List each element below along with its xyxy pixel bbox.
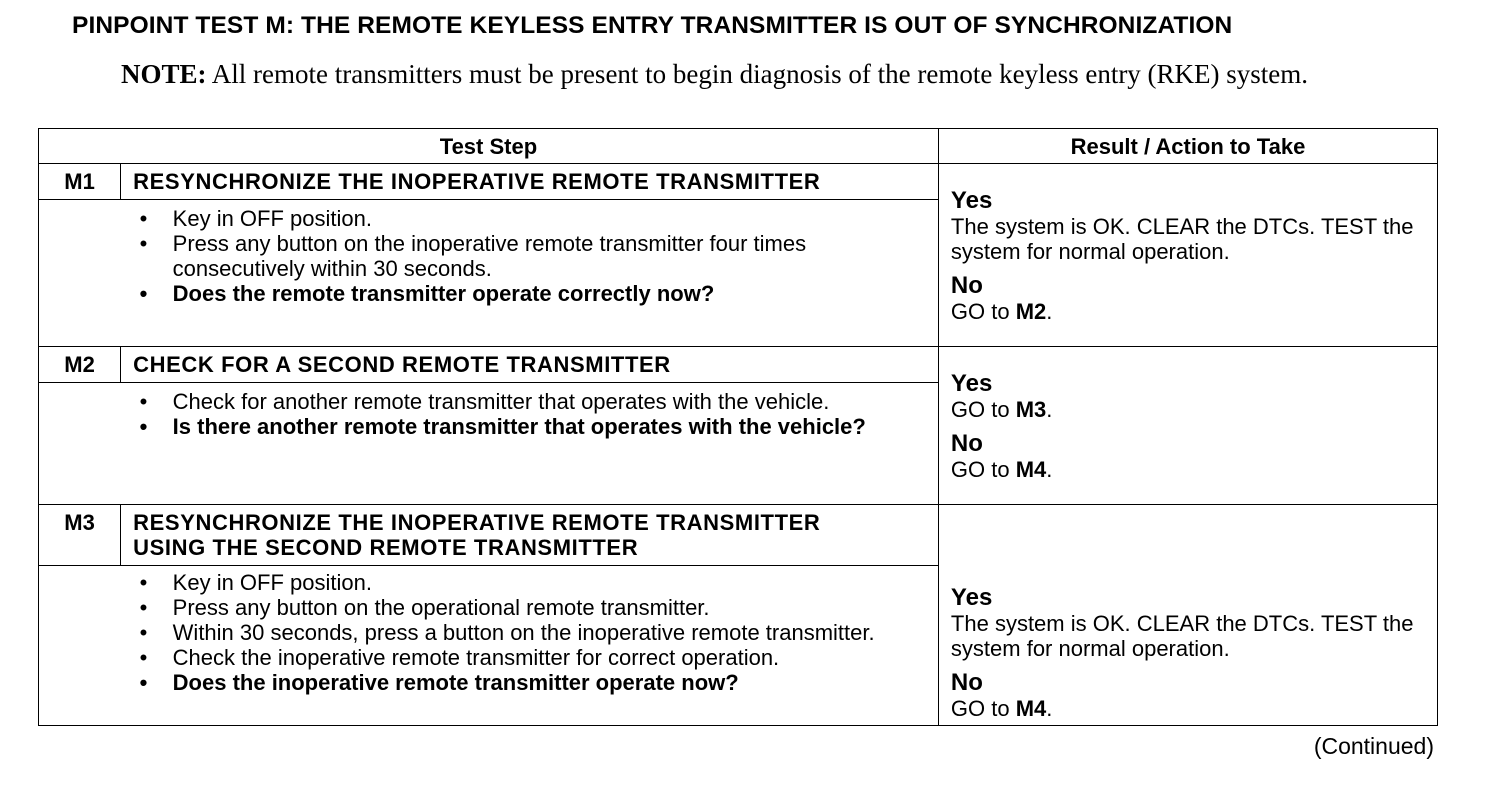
step-m3-id-blank (39, 566, 121, 726)
page-title: PINPOINT TEST M: THE REMOTE KEYLESS ENTRY TRANSMITTER IS OUT OF SYNCHRONIZATION (72, 12, 1233, 39)
step-m1-no-ref: M2 (1015, 298, 1047, 324)
step-m1-no-label: No (950, 271, 983, 299)
step-m1-heading-row (39, 164, 1438, 200)
step-m2-no-label: No (950, 429, 983, 457)
step-m2-yes-text (951, 397, 1425, 422)
list-item: • Check the inoperative remote transmitter for correct operation. (131, 645, 928, 670)
step-m2-bullets (131, 389, 928, 439)
step-m1-heading: RESYNCHRONIZE THE INOPERATIVE REMOTE TRANSMITTER (121, 164, 939, 200)
note-label: NOTE: (121, 59, 207, 89)
step-m3-heading-line1: RESYNCHRONIZE THE INOPERATIVE REMOTE TRANSMITTER (133, 510, 821, 535)
step-m1-bullets (131, 206, 928, 306)
step-m3-no-label: No (950, 669, 983, 696)
step-m3-heading-line2: USING THE SECOND REMOTE TRANSMITTER (133, 535, 639, 560)
step-m3-id: M3 (39, 505, 121, 566)
list-item: • Within 30 seconds, press a button on the inoperative remote transmitter. (131, 620, 928, 645)
step-m3-result (938, 505, 1437, 726)
step-m1-id: M1 (39, 164, 121, 200)
list-item: • Press any button on the operational remote transmitter. (131, 595, 928, 620)
list-item: • Press any button on the inoperative remote transmitter four times consecutively within 30 seconds. (131, 231, 928, 281)
step-m2-no-text (951, 457, 1425, 482)
note-text: All remote transmitters must be present to begin diagnosis of the remote keyless entry (RKE) system. (206, 59, 1309, 89)
header-result-action: Result / Action to Take (938, 129, 1437, 164)
step-m3-yes-text: The system is OK. CLEAR the DTCs. TEST the system for normal operation. (950, 611, 1414, 661)
step-m3-no-text (951, 696, 1425, 721)
step-m1-result (938, 164, 1437, 347)
list-item: • Key in OFF position. (131, 206, 928, 231)
step-m1-no-end: . (1046, 298, 1053, 324)
step-m2-yes-prefix: GO to (950, 396, 1016, 422)
step-m1-yes-label: Yes (950, 186, 993, 214)
list-item: • Is there another remote transmitter that operates with the vehicle? (131, 414, 928, 439)
table-header-row (39, 129, 1438, 164)
list-item: • Check for another remote transmitter that operates with the vehicle. (131, 389, 928, 414)
step-m2-result (938, 347, 1437, 505)
step-m3-no-end: . (1046, 696, 1053, 721)
step-m3-bullets (131, 570, 928, 695)
step-m3-no-prefix: GO to (950, 696, 1016, 721)
step-m1-yes-text: The system is OK. CLEAR the DTCs. TEST the system for normal operation. (950, 213, 1414, 264)
list-item: • Key in OFF position. (131, 570, 928, 595)
step-m2-yes-ref: M3 (1015, 396, 1047, 422)
step-m1-no-text (951, 299, 1425, 324)
list-item: • Does the remote transmitter operate correctly now? (131, 281, 928, 306)
step-m2-heading: CHECK FOR A SECOND REMOTE TRANSMITTER (121, 347, 939, 383)
header-test-step: Test Step (39, 129, 939, 164)
step-m3-body (121, 566, 939, 726)
step-m2-body (121, 383, 939, 505)
step-m3-no-ref: M4 (1015, 696, 1047, 721)
step-m2-yes-end: . (1046, 396, 1053, 422)
step-m1-no-prefix: GO to (950, 298, 1016, 324)
step-m2-id-blank (39, 383, 121, 505)
step-m3-yes-label: Yes (950, 584, 993, 611)
step-m3-heading-row (39, 505, 1438, 566)
step-m1-id-blank (39, 200, 121, 347)
step-m2-no-prefix: GO to (950, 456, 1016, 482)
continued-label: (Continued) (1313, 733, 1434, 759)
step-m3-heading (121, 505, 939, 566)
step-m2-no-end: . (1046, 456, 1053, 482)
list-item: • Does the inoperative remote transmitter operate now? (131, 670, 928, 695)
step-m2-yes-label: Yes (950, 369, 993, 397)
step-m2-heading-row (39, 347, 1438, 383)
step-m2-no-ref: M4 (1015, 456, 1047, 482)
step-m1-body (121, 200, 939, 347)
pinpoint-test-table (38, 128, 1438, 726)
step-m2-id: M2 (39, 347, 121, 383)
note-paragraph (121, 59, 1351, 90)
